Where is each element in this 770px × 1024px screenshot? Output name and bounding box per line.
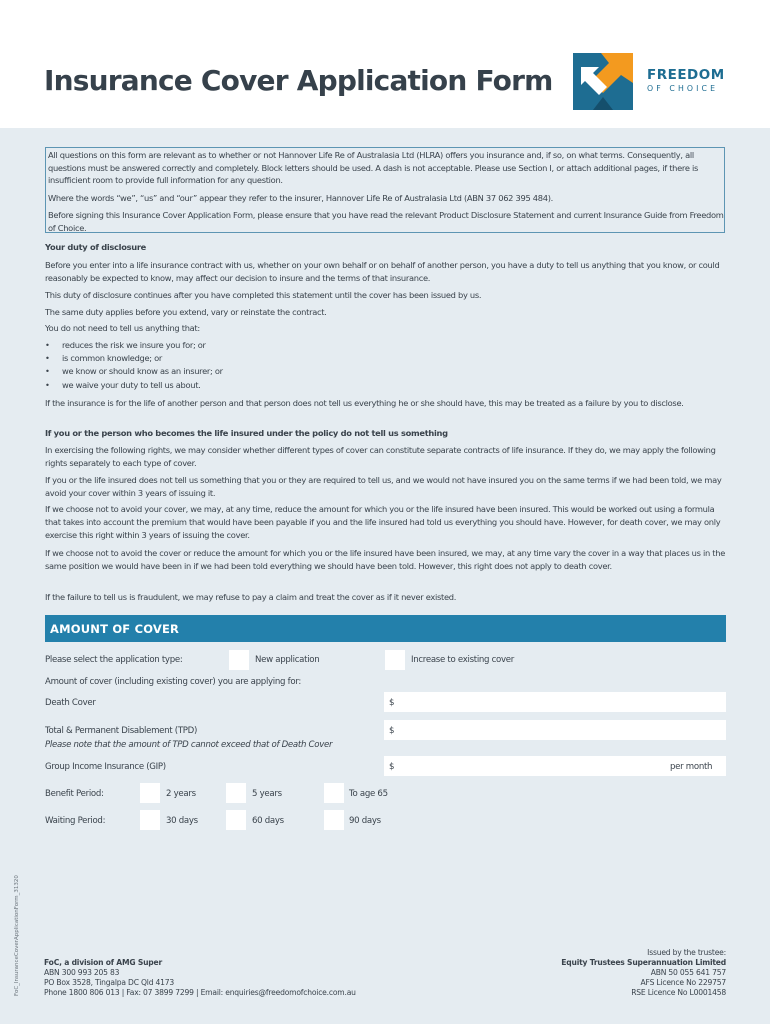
footer-contact: Phone 1800 806 013 | Fax: 07 3899 7299 | Email: enquiries@freedomofchoice.com.au — [44, 988, 356, 997]
benefit-5-years-checkbox[interactable] — [226, 783, 246, 803]
intro-paragraph: Where the words “we”, “us” and “our” appear they refer to the insurer, Hannover Life Re of Australasia Ltd (ABN 37 062 395 484). — [48, 193, 553, 203]
footer-abn: ABN 300 993 205 83 — [44, 968, 120, 977]
benefit-period-label: Benefit Period: — [45, 789, 104, 799]
page-title: Insurance Cover Application Form — [44, 64, 553, 97]
increase-cover-label: Increase to existing cover — [411, 655, 515, 665]
paragraph: If you or the life insured does not tell us something that you or they are required to tell us, and we would not have insured you on the same terms if we had been told, we may avoid your cover within 3 years of issuing it. — [45, 475, 722, 498]
paragraph: This duty of disclosure continues after you have completed this statement until the cover has been issued by us. — [45, 290, 482, 300]
list-item: we know or should know as an insurer; or — [62, 366, 223, 376]
waiting-60-days-checkbox[interactable] — [226, 810, 246, 830]
benefit-age-65-checkbox[interactable] — [324, 783, 344, 803]
paragraph: If we choose not to avoid the cover or reduce the amount for which you or the life insured have been insured, we may, at any time vary the cover in a way that places us in the same position we would have been in if we had been told everything we should have been told. However, this right does not apply to death cover. — [45, 548, 726, 571]
list-item: is common knowledge; or — [62, 353, 163, 363]
tpd-note: Please note that the amount of TPD cannot exceed that of Death Cover — [45, 740, 333, 750]
section-title: AMOUNT OF COVER — [50, 622, 180, 636]
list-item: reduces the risk we insure you for; or — [62, 340, 206, 350]
benefit-2-years-checkbox[interactable] — [140, 783, 160, 803]
application-type-label: Please select the application type: — [45, 655, 183, 665]
currency-symbol: $ — [389, 698, 395, 708]
new-application-checkbox[interactable] — [229, 650, 249, 670]
logo-tagline: OF CHOICE — [647, 84, 719, 93]
paragraph: You do not need to tell us anything that: — [45, 323, 200, 333]
footer-issuer-label: Issued by the trustee: — [647, 948, 726, 957]
footer-org-name: FoC, a division of AMG Super — [44, 958, 163, 967]
footer-address: PO Box 3528, Tingalpa DC Qld 4173 — [44, 978, 175, 987]
bullet-icon: • — [45, 366, 50, 376]
new-application-label: New application — [255, 655, 320, 665]
death-cover-field[interactable] — [384, 692, 726, 712]
currency-symbol: $ — [389, 762, 395, 772]
increase-cover-checkbox[interactable] — [385, 650, 405, 670]
bullet-icon: • — [45, 380, 50, 390]
gip-label: Group Income Insurance (GIP) — [45, 762, 166, 772]
paragraph: If we choose not to avoid your cover, we may, at any time, reduce the amount for which you or the life insured have been insured. This would be worked out using a formula that takes into account the premium that would have been payable if you and the life insured had told us everything you should have. However, for death cover, we may only exercise this right within 3 years of issuing the cover. — [45, 504, 721, 540]
option-label: 60 days — [252, 816, 284, 826]
section-heading: If you or the person who becomes the life insured under the policy do not tell us something — [45, 428, 448, 438]
option-label: 30 days — [166, 816, 198, 826]
logo-wordmark: FREEDOM — [647, 67, 725, 83]
paragraph: Before you enter into a life insurance contract with us, whether on your own behalf or on behalf of another person, you have a duty to tell us anything that you know, or could reasonably be expected to know, may affect our decision to insure and the terms of that insurance. — [45, 260, 720, 283]
section-heading: Your duty of disclosure — [45, 242, 146, 252]
bullet-icon: • — [45, 340, 50, 350]
paragraph: If the failure to tell us is fraudulent, we may refuse to pay a claim and treat the cover as if it never existed. — [45, 592, 457, 602]
currency-symbol: $ — [389, 726, 395, 736]
death-cover-label: Death Cover — [45, 698, 96, 708]
intro-paragraph: Before signing this Insurance Cover Application Form, please ensure that you have read the relevant Product Disclosure Statement and current Insurance Guide from Freedom of Choice. — [48, 210, 724, 233]
paragraph: In exercising the following rights, we may consider whether different types of cover can constitute separate contracts of life insurance. If they do, we may apply the following rights separately to each type of cover. — [45, 445, 716, 468]
intro-paragraph: All questions on this form are relevant as to whether or not Hannover Life Re of Australasia Ltd (HLRA) offers you insurance and, if so, on what terms. Consequently, all questions must be answered correctly and completely. Block letters should be used. A dash is not acceptable. Please use Section I, or attach additional pages, if there is insufficient room to provide full information for any question. — [48, 150, 699, 185]
waiting-period-label: Waiting Period: — [45, 816, 106, 826]
paragraph: The same duty applies before you extend, vary or reinstate the contract. — [45, 307, 327, 317]
tpd-field[interactable] — [384, 720, 726, 740]
footer-trustee-name: Equity Trustees Superannuation Limited — [561, 958, 726, 967]
option-label: To age 65 — [349, 789, 388, 799]
footer-trustee-abn: ABN 50 055 641 757 — [650, 968, 726, 977]
tpd-label: Total & Permanent Disablement (TPD) — [45, 726, 198, 736]
footer-afs-licence: AFS Licence No 229757 — [640, 978, 726, 987]
bullet-icon: • — [45, 353, 50, 363]
form-code: FoC_InsuranceCoverApplicationForm_31320 — [14, 875, 20, 996]
footer-rse-licence: RSE Licence No L0001458 — [631, 988, 726, 997]
paragraph: If the insurance is for the life of another person and that person does not tell us everything he or she should have, this may be treated as a failure by you to disclose. — [45, 398, 684, 408]
waiting-90-days-checkbox[interactable] — [324, 810, 344, 830]
option-label: 2 years — [166, 789, 196, 799]
freedom-of-choice-logo-icon — [573, 53, 633, 110]
list-item: we waive your duty to tell us about. — [62, 380, 201, 390]
waiting-30-days-checkbox[interactable] — [140, 810, 160, 830]
option-label: 90 days — [349, 816, 381, 826]
option-label: 5 years — [252, 789, 282, 799]
per-month-label: per month — [670, 762, 713, 772]
amount-label: Amount of cover (including existing cover) you are applying for: — [45, 677, 301, 687]
